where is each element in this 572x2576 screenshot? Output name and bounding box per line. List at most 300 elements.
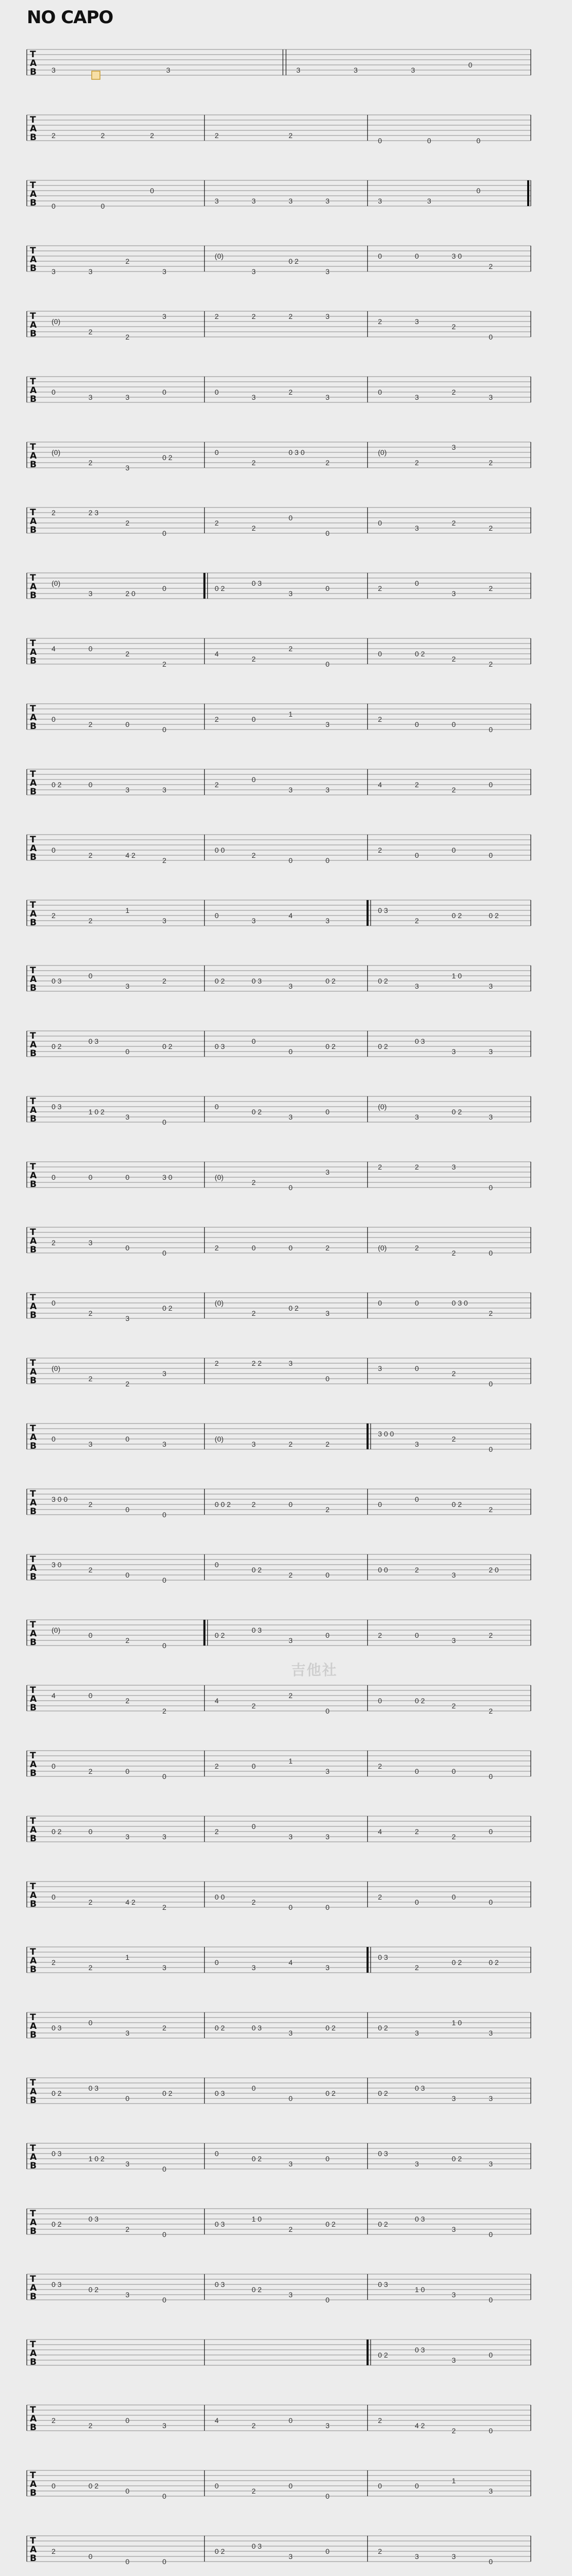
tab-clef-letter: A bbox=[30, 1629, 37, 1639]
fret-number: 1 bbox=[125, 906, 130, 914]
tab-clef-letter: T bbox=[30, 704, 36, 714]
fret-number: (0) bbox=[378, 448, 387, 456]
tab-clef-letter: T bbox=[30, 1554, 36, 1565]
fret-number: 0 bbox=[415, 1767, 419, 1775]
tab-clef-letter: B bbox=[30, 1506, 37, 1517]
fret-number: 3 bbox=[325, 720, 330, 728]
fret-number: 3 0 bbox=[52, 1561, 62, 1569]
fret-number: 2 bbox=[214, 1827, 219, 1836]
fret-number: 2 bbox=[251, 1309, 256, 1317]
fret-number: 0 bbox=[52, 388, 56, 396]
fret-number: 3 bbox=[251, 1440, 256, 1448]
fret-number: 0 bbox=[52, 1762, 56, 1770]
fret-number: 0 bbox=[52, 1173, 56, 1181]
fret-number: 2 bbox=[251, 2487, 256, 2495]
watermark: 吉他社 bbox=[291, 1662, 338, 1678]
fret-number: 3 bbox=[325, 393, 330, 401]
fret-number: 0 bbox=[378, 1500, 382, 1509]
tab-clef-letter: T bbox=[30, 2405, 36, 2415]
fret-number: 2 bbox=[378, 846, 382, 854]
tab-system bbox=[0, 44, 572, 86]
fret-number: 0 2 bbox=[415, 650, 425, 658]
fret-number: 4 2 bbox=[125, 1898, 136, 1906]
fret-number: 0 3 bbox=[214, 1042, 225, 1050]
fret-number: 2 bbox=[125, 1636, 130, 1645]
fret-number: 3 bbox=[125, 2291, 130, 2299]
fret-number: 3 bbox=[162, 786, 166, 794]
fret-number: 3 bbox=[289, 1113, 293, 1121]
tab-clef-letter: B bbox=[30, 2095, 37, 2106]
tab-clef-letter: T bbox=[30, 115, 36, 125]
fret-number: 2 bbox=[289, 1440, 293, 1448]
fret-number: 2 bbox=[451, 1833, 456, 1841]
tab-clef-letter: T bbox=[30, 1620, 36, 1630]
tab-clef-letter: A bbox=[30, 1236, 37, 1246]
fret-number: 2 bbox=[214, 1359, 219, 1367]
tab-clef-letter: A bbox=[30, 2152, 37, 2162]
fret-number: 0 bbox=[52, 1299, 56, 1307]
fret-number: 0 2 bbox=[378, 2220, 388, 2228]
tab-clef-letter: T bbox=[30, 1227, 36, 1238]
fret-number: (0) bbox=[52, 1364, 61, 1372]
fret-number: 0 bbox=[214, 2149, 219, 2158]
tab-clef-letter: A bbox=[30, 713, 37, 723]
tab-clef-letter: A bbox=[30, 647, 37, 657]
tab-system bbox=[0, 502, 572, 544]
fret-number: 0 bbox=[88, 1691, 93, 1700]
fret-number: 0 bbox=[325, 2492, 330, 2500]
fret-number: 3 bbox=[162, 267, 166, 276]
fret-number: 0 bbox=[125, 1767, 130, 1775]
tab-clef-letter: T bbox=[30, 769, 36, 779]
fret-number: 4 bbox=[214, 650, 219, 658]
fret-number: 2 bbox=[415, 1827, 419, 1836]
fret-number: 2 bbox=[52, 911, 56, 920]
fret-number: 0 bbox=[88, 972, 93, 980]
fret-number: 0 bbox=[162, 388, 166, 396]
tab-clef-letter: B bbox=[30, 1441, 37, 1451]
fret-number: 0 bbox=[489, 2296, 493, 2304]
fret-number: 0 bbox=[214, 388, 219, 396]
tab-clef-letter: T bbox=[30, 900, 36, 910]
fret-number: 0 bbox=[289, 1047, 293, 1056]
tab-system bbox=[0, 633, 572, 674]
tab-clef-letter: B bbox=[30, 1834, 37, 1844]
fret-number: 0 2 bbox=[325, 2024, 336, 2032]
tab-system bbox=[0, 1549, 572, 1590]
tab-clef-letter: B bbox=[30, 721, 37, 732]
fret-number: 0 2 bbox=[251, 1108, 262, 1116]
fret-number: 2 bbox=[451, 1702, 456, 1710]
fret-number: 0 bbox=[415, 1898, 419, 1906]
fret-number: 3 bbox=[125, 1833, 130, 1841]
fret-number: 0 bbox=[489, 2230, 493, 2239]
fret-number: 0 bbox=[476, 187, 481, 195]
fret-number: 2 bbox=[125, 257, 130, 265]
fret-number: 0 bbox=[162, 2296, 166, 2304]
fret-number: 3 bbox=[451, 2225, 456, 2233]
fret-number: 2 bbox=[378, 1163, 382, 1171]
fret-number: 0 bbox=[88, 781, 93, 789]
tab-clef-letter: B bbox=[30, 2161, 37, 2171]
fret-number: (0) bbox=[52, 579, 61, 587]
tab-clef-letter: A bbox=[30, 2087, 37, 2097]
fret-number: (0) bbox=[52, 1626, 61, 1634]
fret-number: 0 bbox=[451, 1893, 456, 1901]
tab-clef-letter: A bbox=[30, 1825, 37, 1835]
fret-number: 0 3 bbox=[378, 2280, 388, 2289]
fret-number: 3 bbox=[451, 2356, 456, 2364]
tab-clef-letter: B bbox=[30, 329, 37, 339]
fret-number: 0 2 bbox=[325, 1042, 336, 1050]
tab-clef-letter: T bbox=[30, 1358, 36, 1368]
tab-clef-letter: A bbox=[30, 1563, 37, 1573]
fret-number: 0 3 0 bbox=[451, 1299, 468, 1307]
fret-number: 3 bbox=[289, 2552, 293, 2561]
fret-number: 0 bbox=[251, 1822, 256, 1831]
fret-number: 2 bbox=[451, 2427, 456, 2435]
fret-number: 0 bbox=[489, 1772, 493, 1781]
fret-number: 0 bbox=[214, 911, 219, 920]
tab-clef-letter: B bbox=[30, 656, 37, 666]
tab-clef-letter: T bbox=[30, 1947, 36, 1957]
tab-clef-letter: A bbox=[30, 582, 37, 592]
tab-clef-letter: B bbox=[30, 1048, 37, 1059]
fret-number: 0 2 bbox=[162, 1042, 173, 1050]
fret-number: 0 3 bbox=[251, 2024, 262, 2032]
fret-number: 3 bbox=[251, 197, 256, 205]
fret-number: 0 bbox=[415, 851, 419, 859]
fret-number: 0 2 bbox=[378, 2024, 388, 2032]
tab-clef-letter: T bbox=[30, 1293, 36, 1303]
fret-number: 0 bbox=[88, 1173, 93, 1181]
fret-number: 0 bbox=[325, 856, 330, 865]
tab-clef-letter: B bbox=[30, 198, 37, 208]
fret-number: 2 bbox=[325, 1505, 330, 1514]
fret-number: 0 bbox=[52, 715, 56, 723]
fret-number: 0 2 bbox=[489, 911, 499, 920]
fret-number: 2 bbox=[162, 977, 166, 985]
fret-number: 3 bbox=[415, 1440, 419, 1448]
fret-number: 3 0 bbox=[162, 1173, 173, 1181]
fret-number: 2 bbox=[251, 851, 256, 859]
tab-system bbox=[0, 1418, 572, 1460]
tab-clef-letter: A bbox=[30, 1956, 37, 1966]
fret-number: 2 bbox=[451, 323, 456, 331]
tab-clef-letter: T bbox=[30, 638, 36, 649]
fret-number: 0 2 bbox=[251, 2155, 262, 2163]
fret-number: 0 3 bbox=[52, 1103, 62, 1111]
fret-number: 2 bbox=[415, 1963, 419, 1972]
fret-number: 0 bbox=[489, 1183, 493, 1192]
fret-number: 0 bbox=[289, 1903, 293, 1911]
fret-number: 0 bbox=[378, 137, 382, 145]
fret-number: 3 bbox=[289, 2029, 293, 2037]
fret-number: 3 bbox=[289, 982, 293, 990]
fret-number: 4 bbox=[52, 1691, 56, 1700]
fret-number: (0) bbox=[214, 1435, 224, 1443]
fret-number: 0 bbox=[489, 781, 493, 789]
fret-number: 0 bbox=[415, 1299, 419, 1307]
fret-number: 3 bbox=[325, 786, 330, 794]
fret-number: 1 0 2 bbox=[88, 2155, 105, 2163]
fret-number: 2 bbox=[489, 1505, 493, 1514]
fret-number: 3 bbox=[354, 66, 358, 74]
fret-number: 0 bbox=[162, 1772, 166, 1781]
fret-number: (0) bbox=[378, 1244, 387, 1252]
tab-system bbox=[0, 1484, 572, 1525]
fret-number: 0 bbox=[415, 252, 419, 260]
fret-number: 0 bbox=[289, 514, 293, 522]
fret-number: 0 2 bbox=[162, 453, 173, 462]
fret-number: 2 bbox=[88, 1309, 93, 1317]
fret-number: 2 bbox=[378, 1762, 382, 1770]
fret-number: 0 3 bbox=[88, 2084, 99, 2092]
tab-clef-letter: T bbox=[30, 965, 36, 976]
tab-clef-letter: T bbox=[30, 2209, 36, 2219]
fret-number: 3 bbox=[489, 982, 493, 990]
fret-number: 3 bbox=[378, 1364, 382, 1372]
fret-number: 3 bbox=[415, 2552, 419, 2561]
fret-number: 0 3 bbox=[378, 906, 388, 914]
fret-number: 0 3 bbox=[415, 1037, 425, 1045]
tab-clef-letter: T bbox=[30, 2143, 36, 2154]
tab-clef-letter: A bbox=[30, 1694, 37, 1704]
fret-number: 2 bbox=[214, 715, 219, 723]
fret-number: 2 bbox=[52, 509, 56, 517]
fret-number: 0 bbox=[289, 2482, 293, 2490]
fret-number: 2 bbox=[378, 1631, 382, 1639]
fret-number: 3 bbox=[451, 1636, 456, 1645]
fret-number: (0) bbox=[52, 317, 61, 326]
fret-number: 0 3 bbox=[52, 2280, 62, 2289]
fret-number: 3 bbox=[489, 1047, 493, 1056]
fret-number: 0 2 bbox=[289, 257, 299, 265]
tab-system bbox=[0, 1091, 572, 1132]
fret-number: 2 0 bbox=[125, 589, 136, 598]
fret-number: 0 bbox=[125, 1244, 130, 1252]
fret-number: 0 2 bbox=[52, 1042, 62, 1050]
fret-number: 0 bbox=[162, 725, 166, 734]
tab-clef-letter: A bbox=[30, 1171, 37, 1181]
fret-number: 2 bbox=[489, 524, 493, 532]
fret-number: 0 bbox=[162, 2230, 166, 2239]
fret-number: 3 bbox=[451, 443, 456, 451]
tab-system bbox=[0, 2269, 572, 2310]
fret-number: 0 bbox=[162, 1118, 166, 1126]
fret-number: 0 bbox=[214, 1958, 219, 1967]
fret-number: 2 bbox=[251, 1898, 256, 1906]
fret-number: 0 bbox=[325, 584, 330, 592]
fret-number: (0) bbox=[214, 1173, 224, 1181]
fret-number: 2 bbox=[162, 856, 166, 865]
fret-number: 2 bbox=[251, 2421, 256, 2430]
fret-number: 3 bbox=[451, 1163, 456, 1171]
tab-clef-letter: A bbox=[30, 1890, 37, 1901]
fret-number: 0 bbox=[125, 2487, 130, 2495]
fret-number: 2 bbox=[88, 1898, 93, 1906]
fret-number: 2 bbox=[52, 2547, 56, 2555]
tab-clef-letter: B bbox=[30, 460, 37, 470]
fret-number: 3 bbox=[489, 2094, 493, 2103]
fret-number: 3 bbox=[125, 1314, 130, 1323]
fret-number: 0 3 bbox=[214, 2280, 225, 2289]
fret-number: 0 bbox=[289, 856, 293, 865]
fret-number: 0 bbox=[125, 1435, 130, 1443]
fret-number: 0 bbox=[325, 1903, 330, 1911]
fret-number: 3 bbox=[125, 786, 130, 794]
tab-clef-letter: A bbox=[30, 1105, 37, 1115]
tab-system bbox=[0, 1157, 572, 1198]
fret-number: 0 2 bbox=[378, 977, 388, 985]
fret-number: 0 bbox=[162, 1576, 166, 1584]
fret-number: 2 bbox=[451, 1435, 456, 1443]
fret-number: 0 bbox=[378, 1299, 382, 1307]
fret-number: 0 bbox=[251, 775, 256, 784]
fret-number: 0 2 bbox=[451, 2155, 462, 2163]
tab-clef-letter: A bbox=[30, 2283, 37, 2293]
tab-system bbox=[0, 1026, 572, 1067]
fret-number: 2 bbox=[52, 1958, 56, 1967]
tab-clef-letter: T bbox=[30, 1162, 36, 1172]
fret-number: 0 bbox=[88, 2019, 93, 2027]
playback-cursor[interactable] bbox=[92, 71, 100, 79]
tab-clef-letter: A bbox=[30, 2348, 37, 2359]
fret-number: 4 bbox=[289, 911, 293, 920]
fret-number: 3 bbox=[325, 2421, 330, 2430]
fret-number: 2 bbox=[489, 459, 493, 467]
tab-clef-letter: A bbox=[30, 909, 37, 919]
fret-number: 3 bbox=[214, 197, 219, 205]
fret-number: 2 bbox=[251, 1178, 256, 1187]
fret-number: 2 bbox=[214, 131, 219, 140]
fret-number: 0 3 bbox=[52, 977, 62, 985]
fret-number: 2 bbox=[489, 262, 493, 270]
fret-number: 0 2 bbox=[52, 2089, 62, 2097]
fret-number: 3 0 0 bbox=[52, 1495, 68, 1503]
fret-number: 2 3 bbox=[88, 509, 99, 517]
fret-number: 2 bbox=[88, 459, 93, 467]
tab-system bbox=[0, 2531, 572, 2572]
fret-number: 2 bbox=[378, 2416, 382, 2425]
fret-number: 4 bbox=[214, 1697, 219, 1705]
tab-system bbox=[0, 241, 572, 282]
tab-clef-letter: T bbox=[30, 180, 36, 191]
fret-number: 0 bbox=[125, 2557, 130, 2566]
fret-number: 3 bbox=[415, 317, 419, 326]
fret-number: 0 bbox=[489, 2351, 493, 2359]
fret-number: 2 bbox=[289, 388, 293, 396]
tab-clef-letter: B bbox=[30, 1703, 37, 1713]
fret-number: 2 bbox=[415, 459, 419, 467]
tab-clef-letter: B bbox=[30, 787, 37, 797]
tab-clef-letter: B bbox=[30, 1376, 37, 1386]
fret-number: 2 bbox=[52, 2416, 56, 2425]
tab-clef-letter: A bbox=[30, 255, 37, 265]
tab-system bbox=[0, 371, 572, 413]
fret-number: 0 3 bbox=[88, 1037, 99, 1045]
fret-number: 3 bbox=[289, 786, 293, 794]
fret-number: 0 bbox=[427, 137, 431, 145]
fret-number: 0 2 bbox=[378, 1042, 388, 1050]
fret-number: 2 bbox=[52, 131, 56, 140]
fret-number: 2 bbox=[378, 1893, 382, 1901]
fret-number: 3 bbox=[489, 2487, 493, 2495]
tab-clef-letter: A bbox=[30, 1432, 37, 1443]
tab-clef-letter: T bbox=[30, 1882, 36, 1892]
fret-number: (0) bbox=[52, 448, 61, 456]
tab-system bbox=[0, 306, 572, 347]
fret-number: 2 bbox=[251, 459, 256, 467]
fret-number: 4 bbox=[214, 2416, 219, 2425]
fret-number: 2 bbox=[489, 660, 493, 668]
tab-clef-letter: A bbox=[30, 189, 37, 199]
fret-number: 1 0 bbox=[251, 2215, 262, 2223]
tab-system bbox=[0, 829, 572, 871]
fret-number: 1 bbox=[289, 1757, 293, 1765]
fret-number: 0 2 bbox=[378, 2089, 388, 2097]
fret-number: 2 bbox=[289, 131, 293, 140]
tab-clef-letter: B bbox=[30, 2030, 37, 2040]
fret-number: 2 bbox=[251, 312, 256, 320]
tab-clef-letter: B bbox=[30, 1899, 37, 1909]
fret-number: 0 bbox=[289, 1500, 293, 1509]
fret-number: 0 bbox=[489, 1380, 493, 1388]
fret-number: 4 2 bbox=[415, 2421, 425, 2430]
fret-number: 2 bbox=[162, 1707, 166, 1715]
fret-number: 0 2 bbox=[88, 2482, 99, 2490]
fret-number: 2 bbox=[251, 1500, 256, 1509]
tab-system bbox=[0, 2138, 572, 2179]
tab-clef-letter: A bbox=[30, 2545, 37, 2555]
fret-number: 2 bbox=[88, 851, 93, 859]
tab-clef-letter: A bbox=[30, 2479, 37, 2489]
fret-number: 0 bbox=[125, 1047, 130, 1056]
tab-clef-letter: B bbox=[30, 2226, 37, 2236]
fret-number: 0 bbox=[489, 2427, 493, 2435]
tab-system bbox=[0, 2007, 572, 2048]
tab-system bbox=[0, 1615, 572, 1656]
tab-clef-letter: B bbox=[30, 1310, 37, 1320]
fret-number: 2 bbox=[451, 655, 456, 663]
fret-number: 2 bbox=[162, 1903, 166, 1911]
fret-number: 0 bbox=[489, 2557, 493, 2566]
fret-number: 0 bbox=[88, 2552, 93, 2561]
fret-number: 3 bbox=[451, 1571, 456, 1579]
fret-number: 2 bbox=[125, 333, 130, 341]
fret-number: 0 2 bbox=[451, 911, 462, 920]
fret-number: 0 bbox=[162, 1511, 166, 1519]
fret-number: 0 bbox=[125, 1505, 130, 1514]
fret-number: 3 bbox=[427, 197, 431, 205]
fret-number: 3 bbox=[162, 1833, 166, 1841]
fret-number: 0 bbox=[378, 519, 382, 527]
fret-number: 2 bbox=[88, 328, 93, 336]
fret-number: 0 bbox=[88, 1827, 93, 1836]
fret-number: 0 bbox=[378, 2482, 382, 2490]
tab-system bbox=[0, 1745, 572, 1787]
fret-number: 0 bbox=[214, 1561, 219, 1569]
fret-number: 3 bbox=[289, 1833, 293, 1841]
fret-number: 0 bbox=[325, 2155, 330, 2163]
fret-number: 0 bbox=[162, 1641, 166, 1650]
fret-number: 1 0 bbox=[415, 2285, 425, 2294]
tab-clef-letter: B bbox=[30, 263, 37, 274]
tab-clef-letter: A bbox=[30, 516, 37, 527]
fret-number: 0 3 bbox=[52, 2149, 62, 2158]
fret-number: 0 bbox=[378, 252, 382, 260]
fret-number: 0 bbox=[325, 2547, 330, 2555]
